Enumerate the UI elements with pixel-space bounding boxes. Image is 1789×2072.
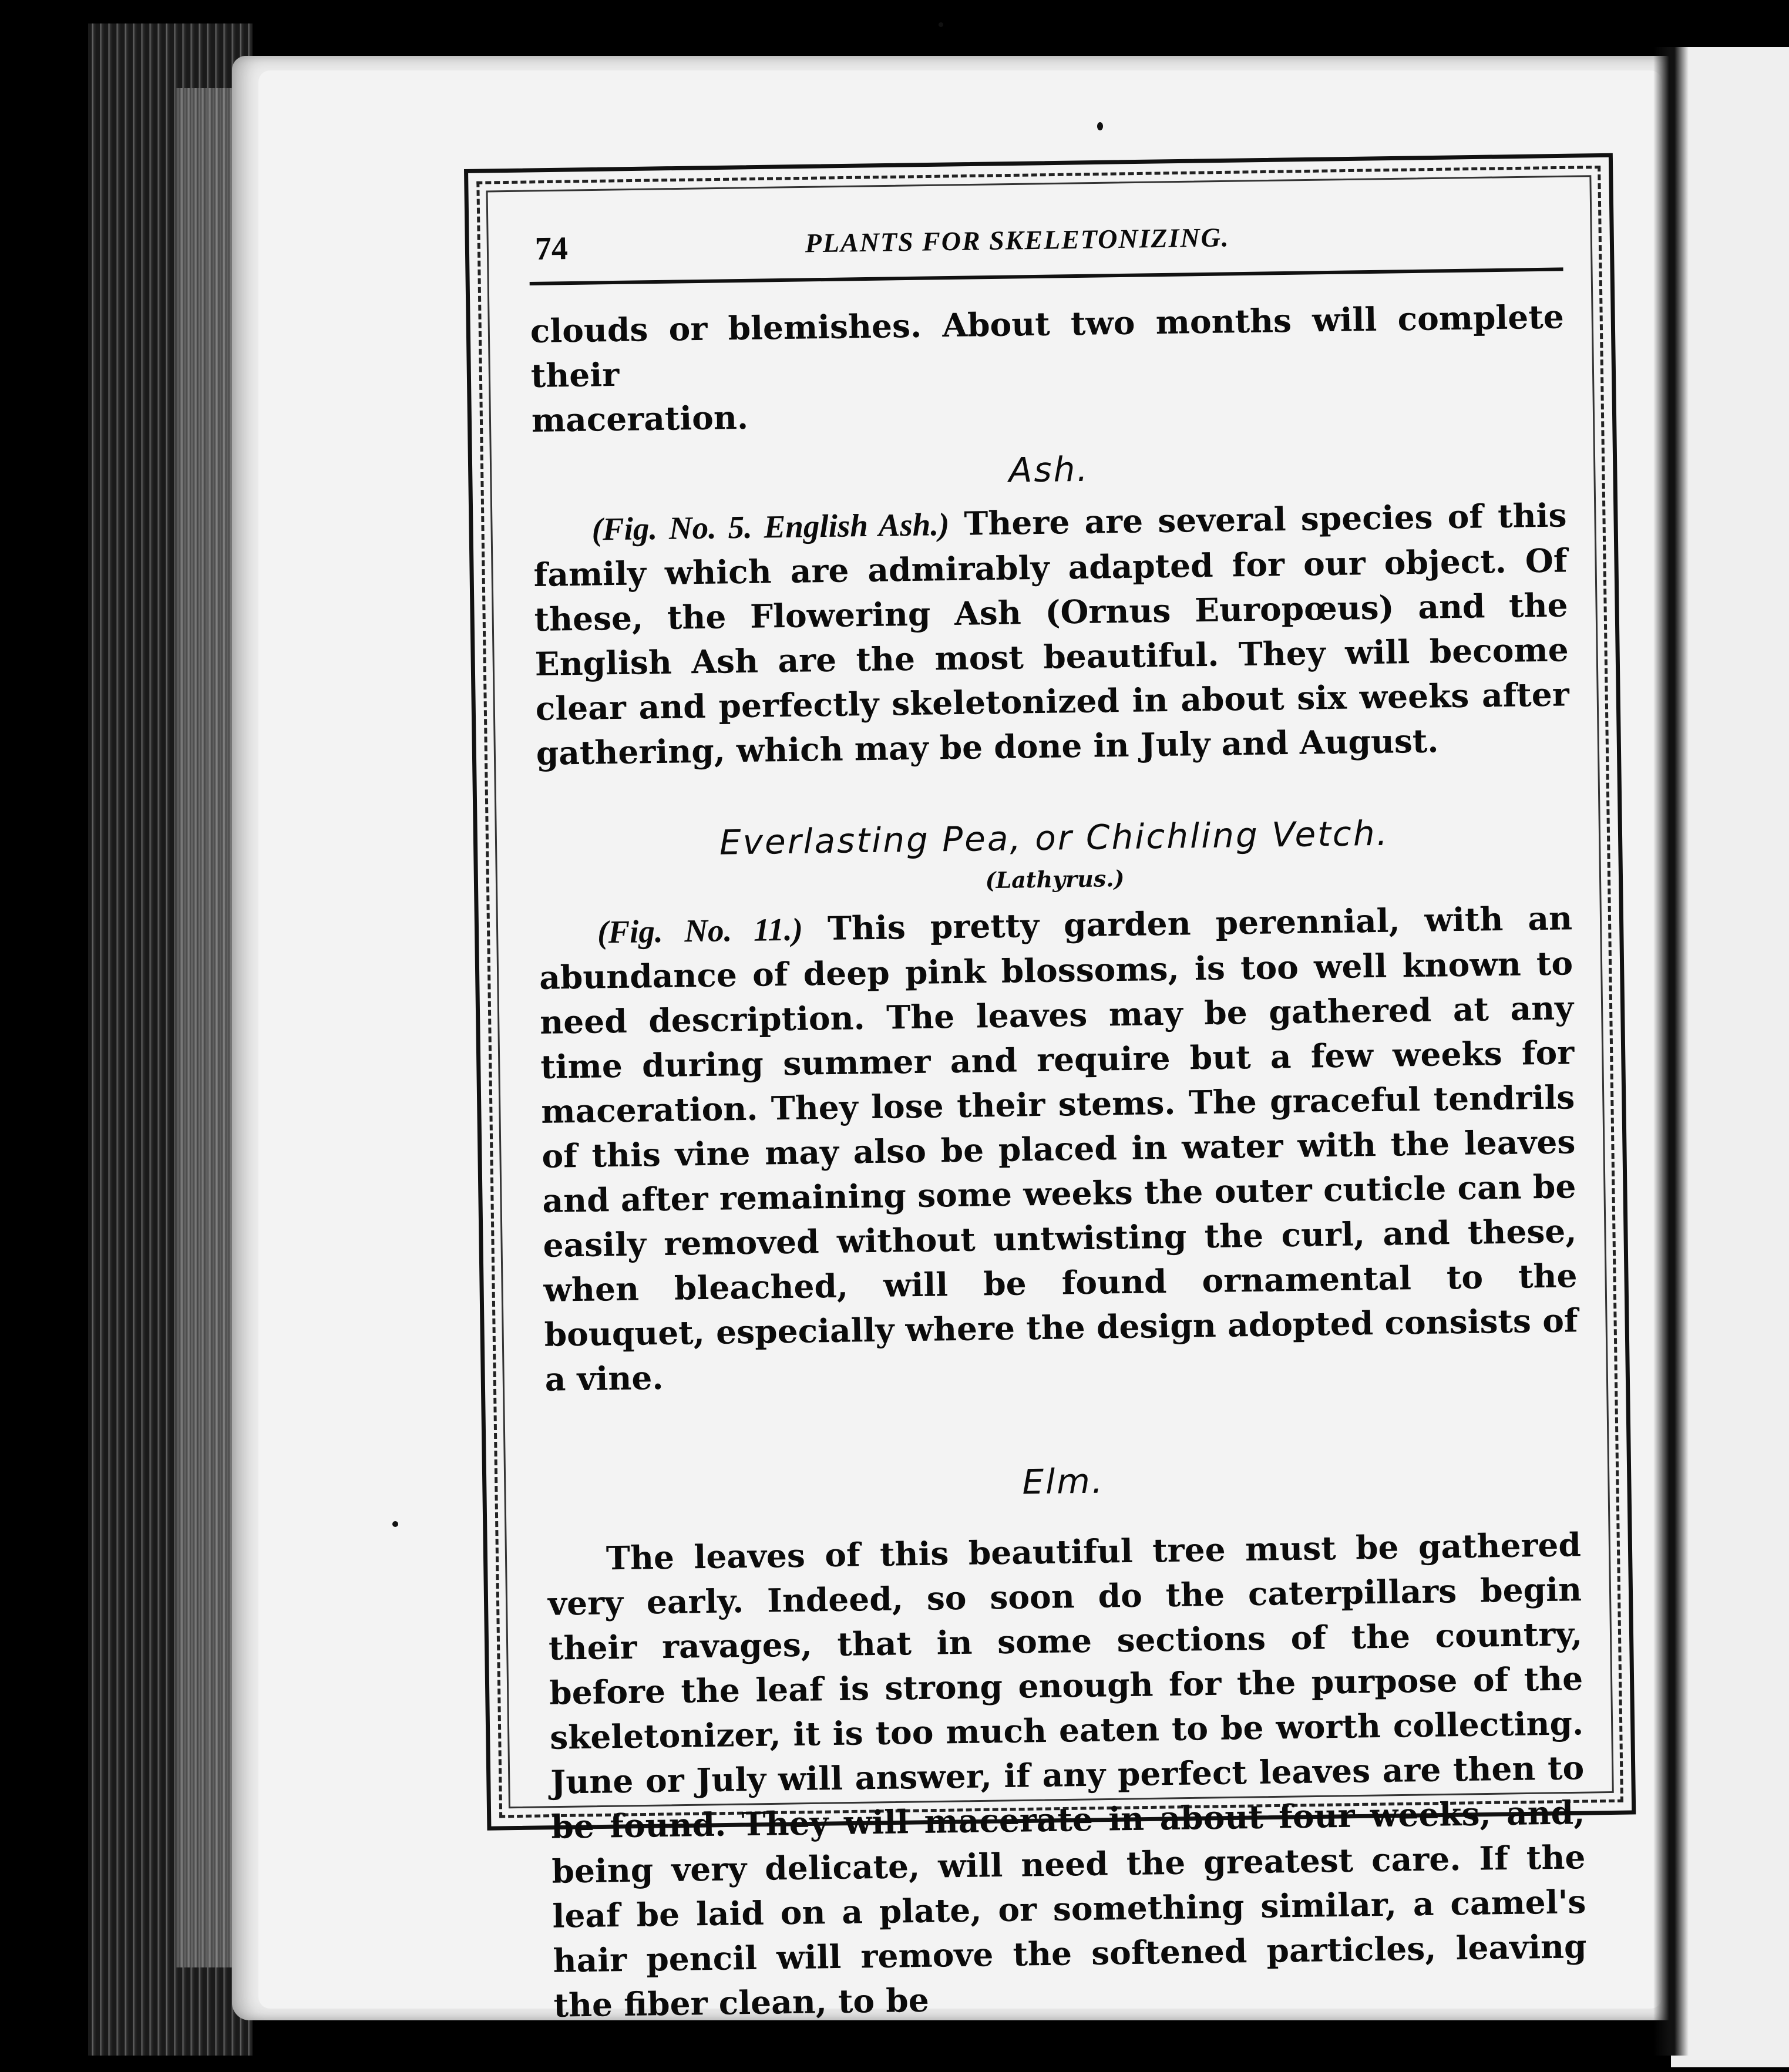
section-subheading-pea: (Lathyrus.) [985, 865, 1125, 894]
section-ash-text: There are several species of this family which are admirably adapted for our object. Of these, the Flowering Ash (Ornus Europœus) and the English Ash are the most beautiful. They will become clear and perfectly skeletonized in about six weeks after gathering, which may be done in July and August. [533, 496, 1570, 772]
intro-line-1: clouds or blemishes. About two months will complete their [530, 297, 1565, 395]
print-speck [392, 1521, 398, 1527]
page-number: 74 [534, 230, 569, 267]
fig-reference-pea: (Fig. No. 11.) [597, 911, 803, 950]
running-head [529, 197, 1563, 285]
print-speck [1097, 122, 1103, 130]
intro-line-2: maceration. [531, 398, 749, 439]
section-elm-paragraph: The leaves of this beautiful tree must be gathered very early. Indeed, so soon do the caterpillars begin their ravages, that in some sections of the country, before the leaf is strong enough for the purpose of the skeletonizer, it is too much eaten to be worth collecting. June or July will answer, if any perfect leaves are then to be found. They will macerate in about four weeks, and, being very delicate, will need the greatest care. If the leaf be laid on a plate, or something similar, a camel's hair pencil will remove the softened particles, leaving the fiber clean, to be [547, 1525, 1587, 2024]
fig-reference-ash: (Fig. No. 5. English Ash.) [591, 506, 950, 547]
adjacent-page-strip [1671, 47, 1789, 2067]
print-speck [939, 22, 943, 27]
section-heading-ash: Ash. [1008, 449, 1090, 490]
section-pea-text: This pretty garden perennial, with an abundance of deep pink blossoms, is too well known to need description. The leaves may be gathered at any time during summer and require but a few weeks for maceration. They lose their stems. The graceful tendrils of this vine may also be placed in water with the leaves and after remaining some weeks the outer cuticle can be easily removed without untwisting the curl, and these, when bleached, will be found ornamental to the bouquet, especially where the design adopted consists of a vine. [539, 899, 1578, 1398]
section-heading-pea: Everlasting Pea, or Chichling Vetch. [719, 813, 1390, 863]
section-heading-elm: Elm. [1021, 1461, 1105, 1502]
page-content [529, 197, 1588, 2027]
spine-shadow [1653, 47, 1689, 2056]
section-ash-paragraph [533, 493, 1570, 776]
running-head-title: PLANTS FOR SKELETONIZING. [805, 222, 1230, 258]
section-pea-paragraph [539, 896, 1579, 1401]
